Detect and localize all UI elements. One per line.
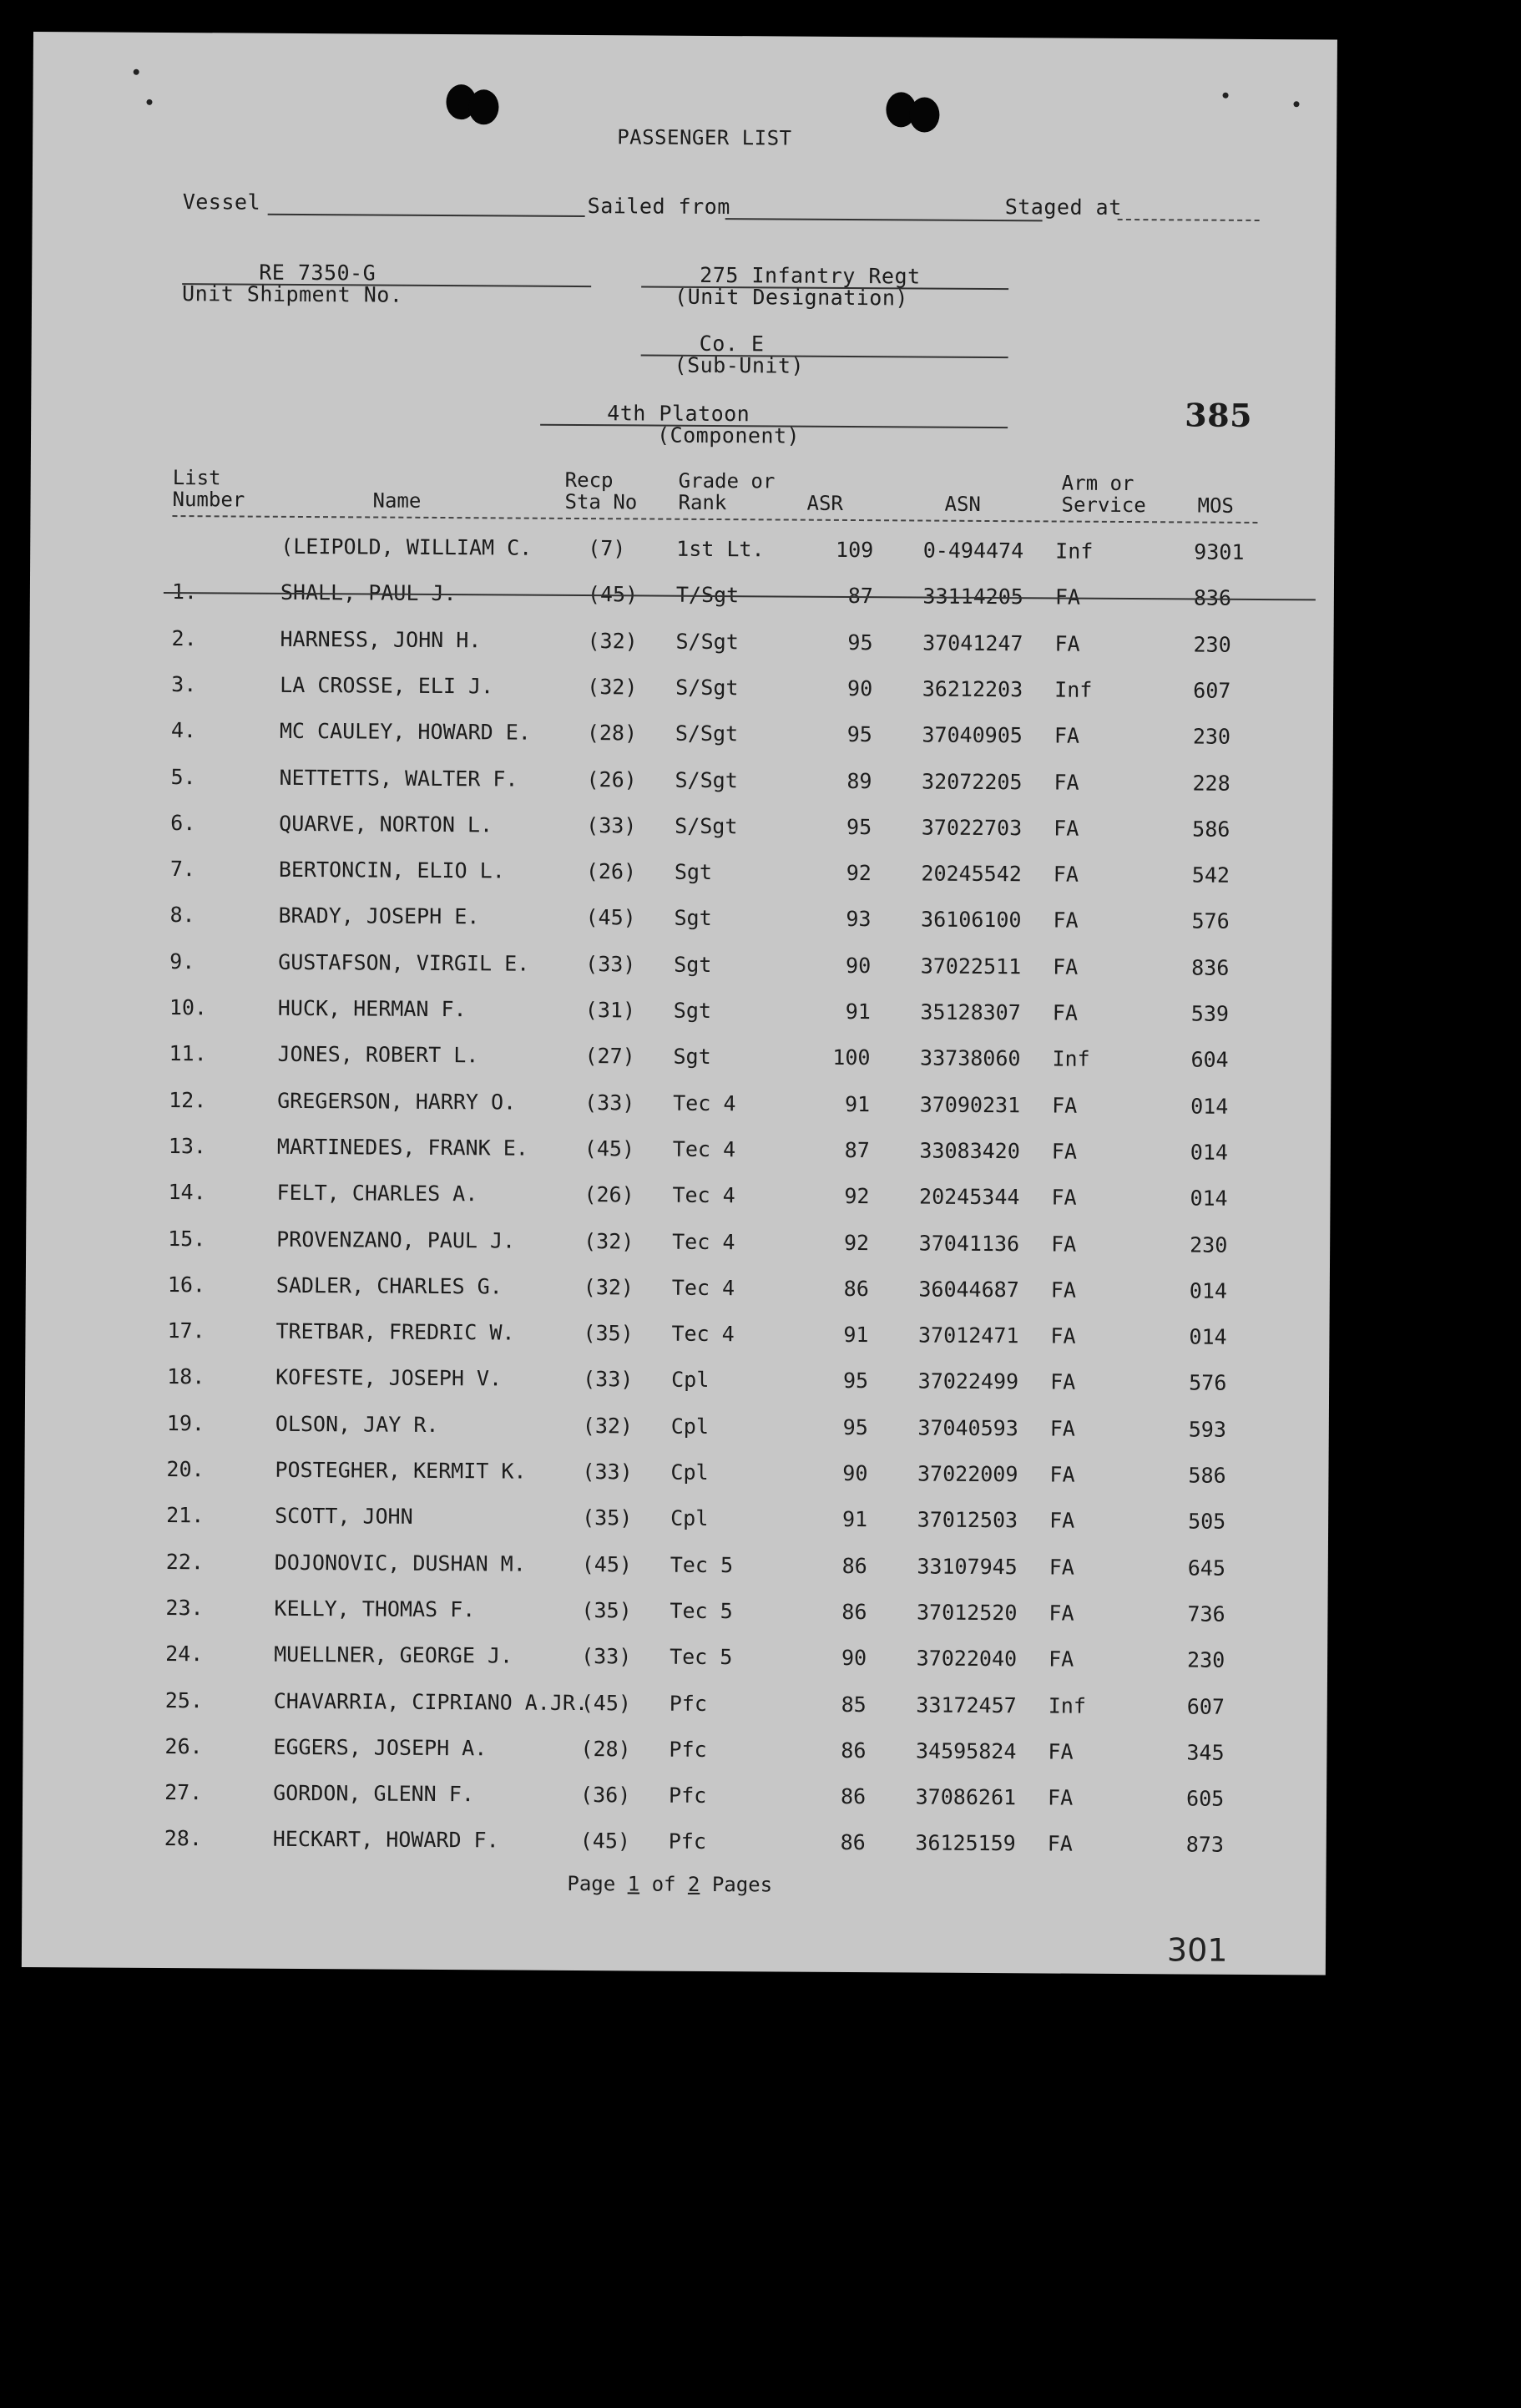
row-asn: 37090231 [919, 1092, 1021, 1117]
speck [134, 69, 139, 75]
sailed-from-label: Sailed from [587, 194, 730, 220]
row-asr: 86 [841, 1553, 867, 1578]
row-number: 27. [164, 1780, 203, 1805]
row-asn: 37012520 [916, 1600, 1018, 1626]
row-arm-service: FA [1054, 769, 1079, 795]
row-arm-service: FA [1050, 1369, 1076, 1395]
row-recp-station: (45) [585, 905, 636, 930]
row-arm-service: FA [1048, 1785, 1074, 1810]
row-mos: 230 [1193, 632, 1231, 657]
row-number: 21. [166, 1503, 205, 1528]
row-grade: Cpl [670, 1414, 710, 1439]
row-asr: 95 [846, 814, 872, 839]
col-list-number: List Number [172, 466, 245, 512]
row-asn: 20245542 [921, 861, 1022, 887]
table-row [23, 1733, 1326, 1788]
row-arm-service: Inf [1048, 1692, 1087, 1718]
row-mos: 9301 [1194, 539, 1245, 564]
row-arm-service: FA [1048, 1739, 1074, 1764]
row-mos: 542 [1191, 863, 1230, 888]
row-mos: 230 [1187, 1647, 1225, 1672]
speck [146, 99, 152, 105]
row-asn: 32072205 [922, 769, 1023, 794]
unit-designation-value: 275 Infantry Regt [700, 262, 921, 289]
row-recp-station: (35) [583, 1321, 634, 1346]
row-grade: Pfc [668, 1829, 707, 1854]
row-arm-service: FA [1050, 1323, 1076, 1348]
row-asn: 37022703 [921, 815, 1023, 841]
row-recp-station: (27) [584, 1044, 635, 1069]
speck [1293, 101, 1299, 107]
row-asn: 34595824 [915, 1738, 1017, 1764]
row-number: 8. [169, 903, 195, 928]
row-recp-station: (36) [580, 1783, 631, 1808]
vessel-label: Vessel [182, 190, 261, 215]
row-arm-service: Inf [1055, 539, 1094, 564]
row-grade: Tec 4 [673, 1090, 736, 1115]
row-name: GORDON, GLENN F. [273, 1780, 475, 1807]
row-mos: 345 [1186, 1740, 1225, 1765]
row-mos: 645 [1187, 1556, 1226, 1581]
row-number: 12. [169, 1087, 207, 1112]
staged-at-label: Staged at [1004, 195, 1122, 220]
row-arm-service: FA [1051, 1185, 1077, 1210]
row-grade: S/Sgt [675, 629, 739, 654]
row-recp-station: (32) [587, 628, 638, 654]
row-mos: 607 [1193, 678, 1231, 703]
row-asn: 37012503 [917, 1507, 1018, 1533]
row-name: QUARVE, NORTON L. [279, 811, 493, 837]
table-row [26, 1179, 1330, 1233]
row-arm-service: FA [1051, 1231, 1077, 1257]
row-number: 7. [169, 857, 196, 882]
table-row [23, 1779, 1326, 1834]
row-recp-station: (26) [585, 859, 637, 884]
row-recp-station: (35) [582, 1505, 633, 1530]
row-asr: 86 [840, 1784, 867, 1809]
row-arm-service: FA [1054, 584, 1081, 610]
row-name: HARNESS, JOHN H. [280, 626, 482, 652]
table-row [29, 717, 1333, 771]
stamp-number: 385 [1185, 396, 1253, 434]
row-name: (LEIPOLD, WILLIAM C. [280, 534, 533, 560]
row-asr: 86 [843, 1276, 869, 1301]
row-name: SHALL, PAUL J. [280, 580, 457, 606]
row-name: JONES, ROBERT L. [277, 1042, 479, 1068]
table-row [29, 671, 1333, 726]
table-row [26, 1272, 1330, 1326]
row-arm-service: FA [1054, 723, 1080, 748]
row-mos: 576 [1189, 1370, 1227, 1396]
sub-unit-label: (Sub-Unit) [674, 352, 805, 378]
row-name: BERTONCIN, ELIO L. [278, 857, 505, 883]
row-name: SCOTT, JOHN [275, 1504, 413, 1530]
row-arm-service: FA [1049, 1462, 1075, 1487]
row-asr: 90 [845, 953, 872, 978]
row-name: GUSTAFSON, VIRGIL E. [278, 949, 530, 976]
row-grade: 1st Lt. [676, 536, 765, 562]
row-arm-service: FA [1053, 954, 1079, 979]
col-asr: ASR [806, 491, 844, 515]
row-asn: 37086261 [915, 1784, 1017, 1810]
table-row [30, 579, 1334, 633]
row-asr: 91 [843, 1323, 869, 1348]
col-asn: ASN [944, 492, 982, 516]
table-row [26, 1225, 1330, 1279]
sailed-from-line [725, 218, 1043, 221]
table-row [23, 1687, 1327, 1741]
row-arm-service: FA [1049, 1647, 1074, 1672]
row-name: KELLY, THOMAS F. [274, 1596, 476, 1622]
row-recp-station: (33) [582, 1459, 633, 1485]
row-asn: 37040593 [917, 1415, 1018, 1440]
row-recp-station: (33) [586, 812, 637, 838]
row-grade: Tec 4 [672, 1182, 735, 1208]
row-arm-service: FA [1052, 1000, 1079, 1025]
row-asr: 92 [843, 1230, 870, 1255]
row-asn: 37041247 [922, 630, 1023, 655]
speck [1223, 93, 1229, 99]
row-grade: Pfc [669, 1691, 708, 1716]
row-asr: 95 [846, 722, 872, 747]
row-name: SADLER, CHARLES G. [275, 1272, 503, 1299]
row-arm-service: FA [1049, 1555, 1074, 1580]
row-asn: 36125159 [915, 1830, 1016, 1856]
row-arm-service: FA [1054, 631, 1080, 656]
row-arm-service: FA [1052, 1093, 1078, 1118]
row-grade: Sgt [674, 952, 712, 977]
vessel-line [268, 214, 585, 217]
row-number: 18. [167, 1364, 205, 1389]
row-asn: 33738060 [920, 1045, 1021, 1071]
row-mos: 605 [1186, 1786, 1225, 1811]
handwritten-number: 301 [1166, 1931, 1228, 1969]
row-recp-station: (33) [583, 1367, 634, 1392]
row-number: 11. [169, 1041, 207, 1066]
row-asr: 91 [845, 999, 871, 1024]
row-number: 26. [164, 1733, 203, 1759]
row-recp-station: (33) [584, 1090, 635, 1115]
row-recp-station: (32) [583, 1274, 634, 1300]
row-name: FELT, CHARLES A. [276, 1180, 478, 1207]
row-mos: 230 [1192, 724, 1231, 749]
row-asn: 37022511 [920, 954, 1022, 979]
row-asr: 87 [844, 1137, 870, 1163]
row-grade: Tec 4 [671, 1275, 735, 1300]
row-asn: 33172457 [916, 1692, 1017, 1717]
table-row [28, 902, 1332, 956]
row-mos: 607 [1186, 1693, 1225, 1719]
row-asn: 36212203 [922, 676, 1023, 702]
row-mos: 014 [1189, 1278, 1228, 1303]
row-mos: 736 [1187, 1601, 1225, 1626]
row-name: NETTETTS, WALTER F. [279, 765, 518, 792]
row-asn: 37040905 [922, 722, 1023, 748]
row-name: CHAVARRIA, CIPRIANO A.JR. [273, 1688, 589, 1715]
row-mos: 539 [1190, 1001, 1230, 1026]
row-recp-station: (26) [586, 766, 637, 792]
row-asr: 95 [842, 1414, 868, 1439]
punch-hole-right-b [909, 97, 939, 132]
row-mos: 586 [1188, 1463, 1226, 1488]
row-asr: 92 [846, 861, 872, 886]
unit-shipment-value: RE 7350-G [259, 260, 376, 286]
row-asr: 87 [847, 584, 873, 609]
table-row [24, 1549, 1328, 1603]
table-row [28, 949, 1332, 1003]
row-mos: 836 [1191, 955, 1230, 980]
row-number: 20. [166, 1457, 205, 1482]
row-grade: Tec 4 [671, 1321, 735, 1347]
row-arm-service: FA [1050, 1277, 1077, 1303]
row-number: 2. [171, 625, 197, 650]
table-row [29, 625, 1333, 680]
row-number: 23. [165, 1595, 204, 1621]
row-mos: 228 [1192, 770, 1230, 796]
col-recp: Recp Sta No [564, 468, 638, 514]
row-arm-service: FA [1047, 1831, 1073, 1857]
row-asr: 91 [841, 1507, 868, 1532]
row-grade: Tec 4 [672, 1136, 736, 1162]
sub-unit-value: Co. E [699, 331, 765, 357]
row-arm-service: FA [1053, 908, 1079, 933]
row-asn: 0-494474 [922, 538, 1024, 564]
row-recp-station: (32) [584, 1228, 634, 1253]
row-arm-service: FA [1049, 1508, 1075, 1533]
row-mos: 014 [1190, 1094, 1229, 1119]
row-asr: 91 [844, 1091, 871, 1116]
row-number: 24. [165, 1642, 204, 1667]
row-number: 13. [168, 1133, 207, 1159]
row-mos: 576 [1191, 908, 1230, 934]
row-recp-station: (32) [582, 1413, 634, 1439]
row-asn: 35128307 [920, 999, 1021, 1025]
row-asr: 89 [846, 768, 872, 793]
row-grade: Cpl [670, 1505, 709, 1531]
component-value: 4th Platoon [607, 401, 750, 427]
row-mos: 230 [1190, 1232, 1228, 1257]
row-asr: 93 [846, 907, 872, 932]
row-recp-station: (26) [584, 1182, 634, 1207]
row-number: 16. [167, 1272, 206, 1298]
row-asn: 33107945 [917, 1554, 1018, 1579]
row-arm-service: FA [1054, 816, 1079, 841]
table-row [25, 1318, 1329, 1372]
row-asn: 37022040 [916, 1646, 1018, 1672]
row-asr: 95 [847, 630, 873, 655]
row-recp-station: (31) [584, 998, 636, 1023]
row-asr: 92 [844, 1184, 870, 1209]
col-arm: Arm or Service [1061, 471, 1146, 518]
row-recp-station: (35) [581, 1597, 632, 1623]
row-asn: 36106100 [921, 907, 1022, 933]
row-arm-service: FA [1049, 1601, 1074, 1626]
row-number: 15. [168, 1226, 206, 1251]
table-row [30, 533, 1334, 587]
row-recp-station: (33) [585, 951, 636, 977]
row-grade: Cpl [671, 1368, 710, 1393]
page-indicator: Page 1 of 2 Pages [567, 1871, 773, 1897]
row-asn: 37022009 [917, 1461, 1018, 1487]
row-number: 4. [170, 718, 197, 743]
row-asr: 86 [840, 1830, 866, 1855]
row-name: TRETBAR, FREDRIC W. [275, 1318, 515, 1345]
row-name: DOJONOVIC, DUSHAN M. [274, 1550, 526, 1576]
row-asr: 90 [841, 1646, 867, 1671]
row-number: 9. [169, 949, 195, 974]
row-recp-station: (28) [580, 1736, 631, 1762]
row-recp-station: (28) [586, 721, 638, 746]
row-name: HECKART, HOWARD F. [272, 1827, 499, 1853]
row-number: 10. [169, 995, 208, 1020]
row-recp-station: (45) [587, 582, 639, 607]
row-mos: 593 [1188, 1417, 1227, 1442]
row-number: 28. [164, 1826, 203, 1851]
unit-shipment-label: Unit Shipment No. [181, 281, 403, 307]
row-mos: 014 [1190, 1186, 1228, 1211]
table-row [25, 1410, 1329, 1465]
row-grade: Pfc [669, 1737, 707, 1762]
table-row [23, 1825, 1326, 1879]
table-row [23, 1595, 1327, 1649]
row-recp-station: (32) [587, 674, 638, 700]
row-asn: 37012471 [917, 1323, 1019, 1348]
table-row [28, 856, 1332, 910]
row-mos: 586 [1192, 817, 1230, 842]
staged-at-line [1118, 219, 1260, 221]
row-number: 14. [168, 1180, 206, 1205]
row-name: LA CROSSE, ELI J. [280, 672, 494, 699]
table-row [28, 994, 1332, 1049]
row-arm-service: Inf [1052, 1046, 1090, 1072]
row-name: MUELLNER, GEORGE J. [274, 1642, 513, 1668]
row-grade: Sgt [674, 859, 713, 885]
row-asr: 86 [841, 1599, 867, 1625]
row-number: 22. [165, 1549, 205, 1574]
row-grade: Pfc [669, 1783, 707, 1809]
document-title: PASSENGER LIST [617, 125, 792, 150]
row-asn: 36044687 [918, 1277, 1019, 1303]
row-name: KOFESTE, JOSEPH V. [275, 1365, 503, 1391]
row-arm-service: FA [1051, 1139, 1078, 1164]
row-recp-station: (7) [588, 536, 626, 561]
row-asr: 86 [841, 1738, 867, 1763]
row-name: PROVENZANO, PAUL J. [276, 1227, 516, 1253]
row-number: 1. [171, 579, 198, 605]
row-grade: Sgt [673, 998, 712, 1023]
row-asn: 33083420 [919, 1138, 1020, 1164]
row-asr: 90 [842, 1460, 868, 1486]
row-asn: 37022499 [917, 1368, 1019, 1394]
row-number: 19. [166, 1410, 205, 1435]
row-asr: 109 [835, 537, 874, 563]
table-row [27, 1133, 1331, 1187]
table-row [25, 1363, 1329, 1418]
component-label: (Component) [656, 422, 801, 448]
row-number: 5. [170, 764, 196, 789]
document-page [22, 32, 1337, 1975]
row-number: 3. [171, 671, 197, 697]
row-grade: S/Sgt [675, 767, 738, 792]
punch-hole-left-b [468, 89, 498, 124]
row-grade: Tec 4 [672, 1229, 735, 1254]
row-asn: 20245344 [918, 1184, 1020, 1210]
row-arm-service: FA [1053, 862, 1079, 887]
table-row [28, 763, 1332, 817]
row-asr: 100 [832, 1045, 871, 1070]
row-asr: 90 [847, 675, 873, 701]
row-mos: 873 [1185, 1832, 1225, 1858]
row-grade: Tec 5 [670, 1598, 733, 1624]
row-grade: Tec 5 [670, 1644, 733, 1670]
row-asr: 85 [841, 1692, 867, 1717]
col-grade: Grade or Rank [678, 468, 776, 515]
row-recp-station: (45) [581, 1551, 633, 1577]
row-number: 6. [170, 810, 196, 836]
row-name: BRADY, JOSEPH E. [278, 903, 480, 929]
row-asn: 37041136 [918, 1231, 1020, 1256]
row-grade: S/Sgt [675, 721, 739, 746]
row-grade: Sgt [673, 1045, 711, 1070]
table-row [28, 810, 1332, 864]
row-asr: 95 [842, 1368, 869, 1394]
row-mos: 836 [1193, 585, 1232, 611]
row-grade: S/Sgt [675, 675, 739, 701]
row-name: MC CAULEY, HOWARD E. [279, 719, 532, 745]
row-grade: T/Sgt [675, 583, 740, 608]
row-name: POSTEGHER, KERMIT K. [275, 1457, 527, 1484]
row-recp-station: (33) [581, 1644, 632, 1669]
table-row [24, 1456, 1328, 1510]
row-mos: 505 [1188, 1509, 1226, 1535]
table-row [27, 1040, 1331, 1095]
row-asn: 33114205 [922, 584, 1023, 610]
table-row [27, 1087, 1331, 1141]
row-recp-station: (45) [580, 1690, 632, 1715]
row-mos: 604 [1190, 1047, 1229, 1073]
row-name: HUCK, HERMAN F. [277, 995, 467, 1022]
row-mos: 014 [1189, 1324, 1227, 1349]
row-name: GREGERSON, HARRY O. [277, 1088, 517, 1115]
col-name: Name [372, 488, 422, 513]
row-number: 17. [167, 1318, 205, 1343]
table-row [24, 1502, 1328, 1556]
unit-designation-label: (Unit Designation) [674, 284, 909, 311]
row-name: OLSON, JAY R. [275, 1411, 439, 1437]
row-number: 25. [164, 1687, 204, 1712]
row-name: EGGERS, JOSEPH A. [273, 1734, 488, 1761]
row-grade: S/Sgt [675, 813, 738, 838]
row-arm-service: FA [1049, 1416, 1076, 1441]
row-recp-station: (45) [584, 1136, 635, 1161]
row-grade: Cpl [670, 1459, 709, 1485]
row-name: MARTINEDES, FRANK E. [276, 1134, 528, 1161]
row-mos: 014 [1190, 1140, 1229, 1165]
col-mos: MOS [1197, 493, 1235, 518]
row-recp-station: (45) [579, 1829, 631, 1854]
table-row [23, 1641, 1327, 1695]
row-grade: Sgt [674, 906, 712, 931]
row-grade: Tec 5 [670, 1552, 734, 1577]
row-arm-service: Inf [1054, 677, 1093, 702]
